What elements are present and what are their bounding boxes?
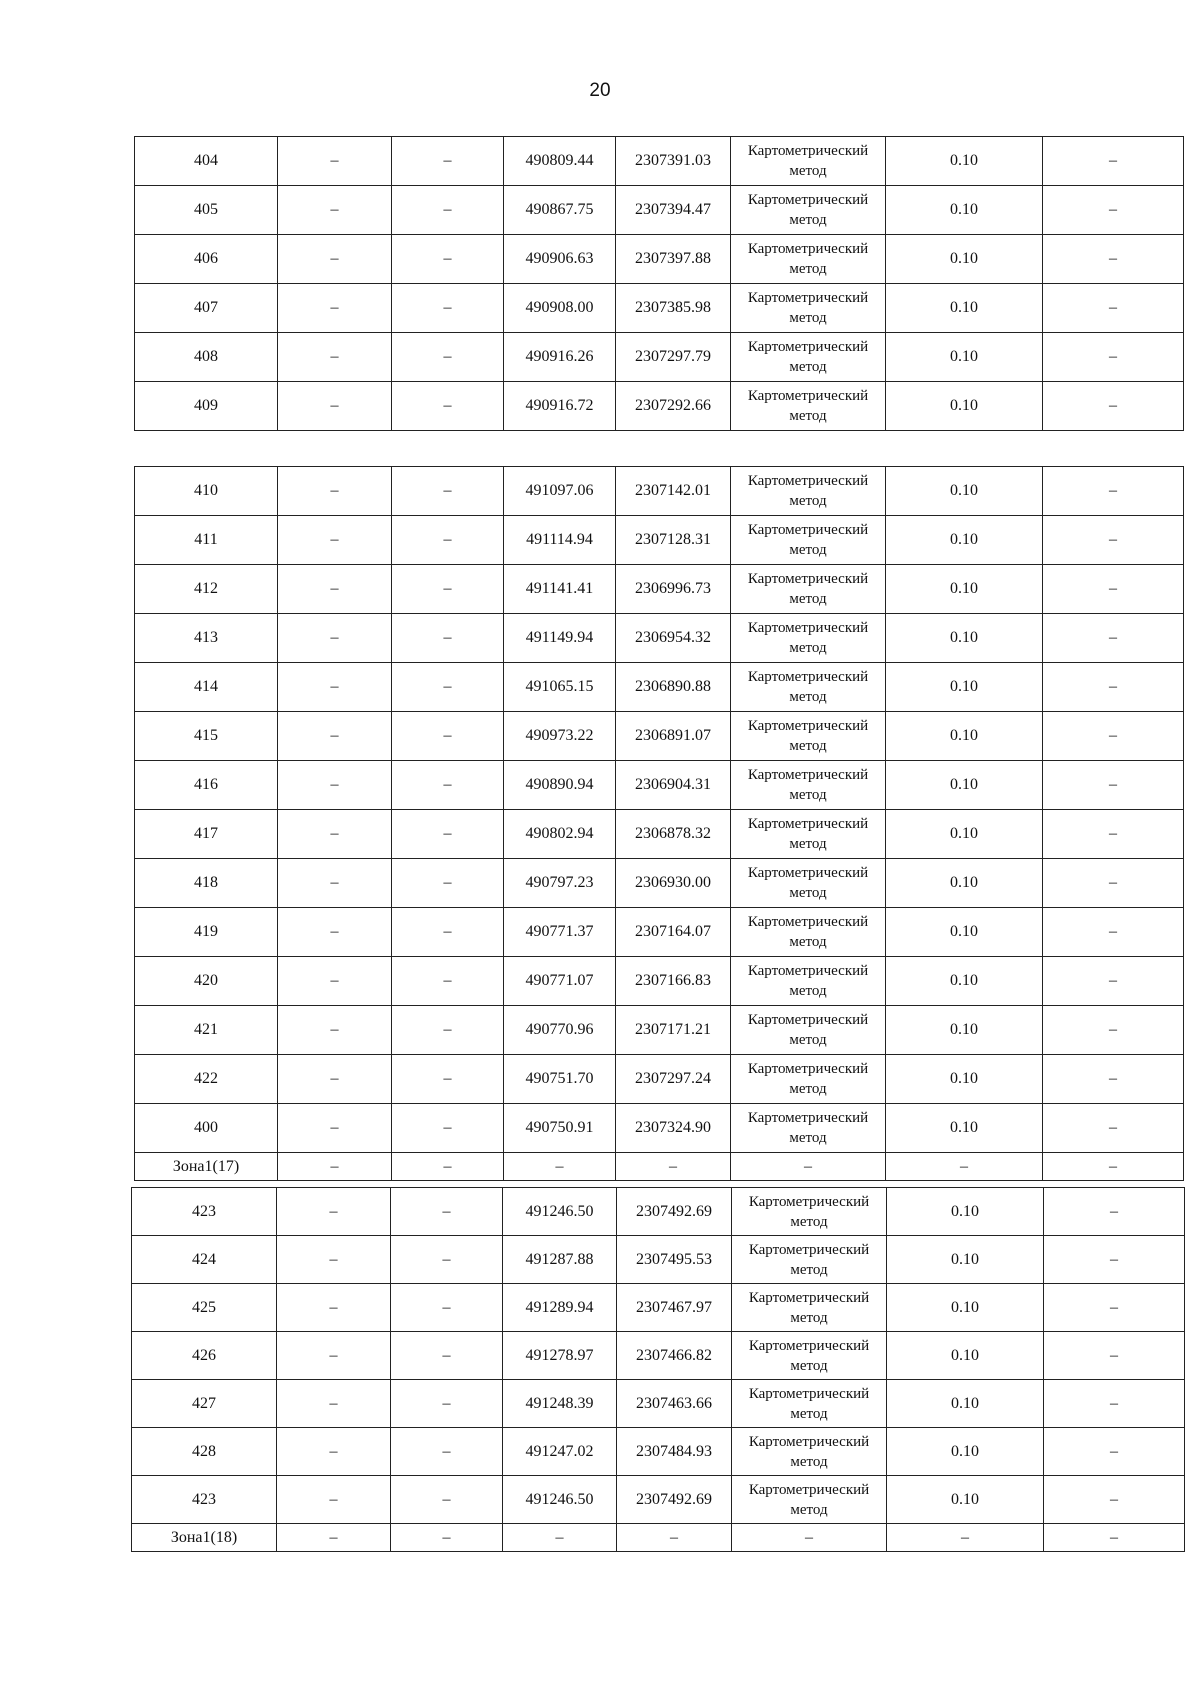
x-coordinate-cell: 490908.00 (504, 284, 616, 333)
empty-cell: – (278, 1006, 392, 1055)
empty-cell: – (392, 235, 504, 284)
y-coordinate-cell: 2307466.82 (617, 1332, 732, 1380)
empty-cell: – (391, 1524, 503, 1552)
method-cell: Картометрический метод (731, 712, 886, 761)
x-coordinate-cell: 491097.06 (504, 467, 616, 516)
method-cell: Картометрический метод (732, 1284, 887, 1332)
table-row (135, 382, 1184, 431)
empty-cell: – (278, 908, 392, 957)
point-number-cell: 407 (135, 284, 278, 333)
empty-cell: – (278, 663, 392, 712)
empty-cell: – (1043, 663, 1184, 712)
y-coordinate-cell: 2307391.03 (616, 137, 731, 186)
y-coordinate-cell: 2307463.66 (617, 1380, 732, 1428)
method-cell: Картометрический метод (731, 467, 886, 516)
x-coordinate-cell: 490890.94 (504, 761, 616, 810)
coordinates-table-1 (134, 136, 1184, 431)
table-row (135, 186, 1184, 235)
point-number-cell: 413 (135, 614, 278, 663)
table-row (135, 516, 1184, 565)
empty-cell: – (278, 1104, 392, 1153)
empty-cell: – (1043, 333, 1184, 382)
page-number: 20 (589, 80, 611, 101)
x-coordinate-cell: 491065.15 (504, 663, 616, 712)
point-number-cell: 405 (135, 186, 278, 235)
point-number-cell: 425 (132, 1284, 277, 1332)
empty-cell: – (1043, 908, 1184, 957)
empty-cell: – (278, 810, 392, 859)
precision-cell: 0.10 (887, 1428, 1044, 1476)
y-coordinate-cell: 2307484.93 (617, 1428, 732, 1476)
empty-cell: – (392, 1104, 504, 1153)
precision-cell: 0.10 (886, 516, 1043, 565)
precision-cell: 0.10 (887, 1188, 1044, 1236)
point-number-cell: 406 (135, 235, 278, 284)
empty-cell: – (278, 614, 392, 663)
empty-cell: – (1043, 957, 1184, 1006)
precision-cell: 0.10 (886, 908, 1043, 957)
empty-cell: – (278, 333, 392, 382)
empty-cell: – (392, 137, 504, 186)
point-number-cell: 412 (135, 565, 278, 614)
point-number-cell: 418 (135, 859, 278, 908)
empty-cell: – (392, 712, 504, 761)
table-row (135, 908, 1184, 957)
empty-cell: – (1043, 1104, 1184, 1153)
point-number-cell: 415 (135, 712, 278, 761)
x-coordinate-cell: 491247.02 (503, 1428, 617, 1476)
y-coordinate-cell: 2307492.69 (617, 1476, 732, 1524)
empty-cell: – (392, 1153, 504, 1181)
method-cell: Картометрический метод (731, 382, 886, 431)
method-cell: Картометрический метод (731, 908, 886, 957)
empty-cell: – (392, 957, 504, 1006)
empty-cell: – (392, 908, 504, 957)
table-row (135, 333, 1184, 382)
x-coordinate-cell: 490771.37 (504, 908, 616, 957)
empty-cell: – (278, 516, 392, 565)
table-row (132, 1236, 1185, 1284)
precision-cell: 0.10 (886, 761, 1043, 810)
zone-row (132, 1524, 1185, 1552)
table-row (135, 859, 1184, 908)
point-number-cell: 423 (132, 1188, 277, 1236)
precision-cell: 0.10 (886, 1104, 1043, 1153)
empty-cell: – (886, 1153, 1043, 1181)
y-coordinate-cell: 2307467.97 (617, 1284, 732, 1332)
empty-cell: – (1044, 1524, 1185, 1552)
empty-cell: – (391, 1188, 503, 1236)
x-coordinate-cell: 490973.22 (504, 712, 616, 761)
x-coordinate-cell: 491246.50 (503, 1476, 617, 1524)
table-row (132, 1380, 1185, 1428)
x-coordinate-cell: 491289.94 (503, 1284, 617, 1332)
y-coordinate-cell: 2307297.79 (616, 333, 731, 382)
table-row (135, 284, 1184, 333)
method-cell: Картометрический метод (732, 1428, 887, 1476)
point-number-cell: 423 (132, 1476, 277, 1524)
empty-cell: – (392, 1006, 504, 1055)
precision-cell: 0.10 (886, 859, 1043, 908)
y-coordinate-cell: 2307292.66 (616, 382, 731, 431)
empty-cell: – (1044, 1332, 1185, 1380)
y-coordinate-cell: 2307166.83 (616, 957, 731, 1006)
y-coordinate-cell: 2307394.47 (616, 186, 731, 235)
method-cell: Картометрический метод (731, 614, 886, 663)
empty-cell: – (392, 859, 504, 908)
x-coordinate-cell: 491287.88 (503, 1236, 617, 1284)
precision-cell: 0.10 (886, 565, 1043, 614)
method-cell: Картометрический метод (731, 663, 886, 712)
empty-cell: – (887, 1524, 1044, 1552)
point-number-cell: 417 (135, 810, 278, 859)
empty-cell: – (391, 1332, 503, 1380)
method-cell: Картометрический метод (731, 516, 886, 565)
empty-cell: – (392, 761, 504, 810)
x-coordinate-cell: 491278.97 (503, 1332, 617, 1380)
empty-cell: – (392, 1055, 504, 1104)
table-row (132, 1332, 1185, 1380)
precision-cell: 0.10 (887, 1332, 1044, 1380)
table-row (135, 1006, 1184, 1055)
empty-cell: – (1043, 137, 1184, 186)
empty-cell: – (392, 565, 504, 614)
point-number-cell: 416 (135, 761, 278, 810)
y-coordinate-cell: 2306904.31 (616, 761, 731, 810)
empty-cell: – (277, 1380, 391, 1428)
empty-cell: – (278, 761, 392, 810)
table-row (132, 1188, 1185, 1236)
zone-label-cell: Зона1(17) (135, 1153, 278, 1181)
empty-cell: – (731, 1153, 886, 1181)
empty-cell: – (278, 235, 392, 284)
empty-cell: – (1043, 1055, 1184, 1104)
point-number-cell: 408 (135, 333, 278, 382)
empty-cell: – (392, 663, 504, 712)
empty-cell: – (1043, 235, 1184, 284)
table-row (132, 1476, 1185, 1524)
coordinates-table-3 (131, 1187, 1185, 1552)
empty-cell: – (278, 186, 392, 235)
table-row (135, 467, 1184, 516)
precision-cell: 0.10 (886, 663, 1043, 712)
empty-cell: – (1044, 1188, 1185, 1236)
empty-cell: – (278, 712, 392, 761)
empty-cell: – (278, 565, 392, 614)
y-coordinate-cell: 2306891.07 (616, 712, 731, 761)
empty-cell: – (732, 1524, 887, 1552)
empty-cell: – (277, 1188, 391, 1236)
empty-cell: – (1043, 186, 1184, 235)
precision-cell: 0.10 (886, 235, 1043, 284)
precision-cell: 0.10 (887, 1284, 1044, 1332)
empty-cell: – (1044, 1476, 1185, 1524)
point-number-cell: 428 (132, 1428, 277, 1476)
empty-cell: – (277, 1236, 391, 1284)
method-cell: Картометрический метод (732, 1332, 887, 1380)
point-number-cell: 404 (135, 137, 278, 186)
y-coordinate-cell: 2307142.01 (616, 467, 731, 516)
y-coordinate-cell: 2307495.53 (617, 1236, 732, 1284)
precision-cell: 0.10 (886, 333, 1043, 382)
method-cell: Картометрический метод (731, 761, 886, 810)
method-cell: Картометрический метод (732, 1236, 887, 1284)
precision-cell: 0.10 (886, 186, 1043, 235)
empty-cell: – (1043, 382, 1184, 431)
y-coordinate-cell: 2307297.24 (616, 1055, 731, 1104)
precision-cell: 0.10 (887, 1476, 1044, 1524)
empty-cell: – (278, 957, 392, 1006)
empty-cell: – (392, 516, 504, 565)
point-number-cell: 424 (132, 1236, 277, 1284)
empty-cell: – (1043, 859, 1184, 908)
method-cell: Картометрический метод (731, 1104, 886, 1153)
x-coordinate-cell: 490771.07 (504, 957, 616, 1006)
point-number-cell: 420 (135, 957, 278, 1006)
empty-cell: – (1044, 1236, 1185, 1284)
method-cell: Картометрический метод (731, 957, 886, 1006)
method-cell: Картометрический метод (731, 859, 886, 908)
point-number-cell: 400 (135, 1104, 278, 1153)
empty-cell: – (392, 614, 504, 663)
empty-cell: – (277, 1428, 391, 1476)
method-cell: Картометрический метод (731, 186, 886, 235)
y-coordinate-cell: 2306954.32 (616, 614, 731, 663)
empty-cell: – (277, 1284, 391, 1332)
table-row (135, 663, 1184, 712)
empty-cell: – (277, 1332, 391, 1380)
method-cell: Картометрический метод (732, 1188, 887, 1236)
x-coordinate-cell: 491248.39 (503, 1380, 617, 1428)
precision-cell: 0.10 (886, 137, 1043, 186)
y-coordinate-cell: 2307397.88 (616, 235, 731, 284)
precision-cell: 0.10 (886, 467, 1043, 516)
y-coordinate-cell: 2307171.21 (616, 1006, 731, 1055)
empty-cell: – (278, 284, 392, 333)
precision-cell: 0.10 (886, 1055, 1043, 1104)
y-coordinate-cell: 2306890.88 (616, 663, 731, 712)
empty-cell: – (1043, 712, 1184, 761)
y-coordinate-cell: 2306878.32 (616, 810, 731, 859)
method-cell: Картометрический метод (732, 1476, 887, 1524)
x-coordinate-cell: 491246.50 (503, 1188, 617, 1236)
empty-cell: – (1043, 284, 1184, 333)
method-cell: Картометрический метод (732, 1380, 887, 1428)
empty-cell: – (1043, 565, 1184, 614)
method-cell: Картометрический метод (731, 1006, 886, 1055)
table-row (135, 761, 1184, 810)
y-coordinate-cell: 2307492.69 (617, 1188, 732, 1236)
x-coordinate-cell: 491141.41 (504, 565, 616, 614)
empty-cell: – (617, 1524, 732, 1552)
method-cell: Картометрический метод (731, 810, 886, 859)
empty-cell: – (391, 1236, 503, 1284)
x-coordinate-cell: 491114.94 (504, 516, 616, 565)
empty-cell: – (1043, 1006, 1184, 1055)
empty-cell: – (392, 382, 504, 431)
y-coordinate-cell: 2307385.98 (616, 284, 731, 333)
x-coordinate-cell: 490770.96 (504, 1006, 616, 1055)
x-coordinate-cell: 490750.91 (504, 1104, 616, 1153)
empty-cell: – (616, 1153, 731, 1181)
empty-cell: – (1043, 614, 1184, 663)
precision-cell: 0.10 (886, 712, 1043, 761)
y-coordinate-cell: 2306930.00 (616, 859, 731, 908)
x-coordinate-cell: 490916.26 (504, 333, 616, 382)
point-number-cell: 427 (132, 1380, 277, 1428)
y-coordinate-cell: 2307324.90 (616, 1104, 731, 1153)
point-number-cell: 414 (135, 663, 278, 712)
empty-cell: – (278, 382, 392, 431)
empty-cell: – (392, 467, 504, 516)
coordinates-table-2 (134, 466, 1184, 1181)
precision-cell: 0.10 (886, 957, 1043, 1006)
x-coordinate-cell: 490906.63 (504, 235, 616, 284)
x-coordinate-cell: 490797.23 (504, 859, 616, 908)
y-coordinate-cell: 2306996.73 (616, 565, 731, 614)
table-row (132, 1428, 1185, 1476)
x-coordinate-cell: 490916.72 (504, 382, 616, 431)
empty-cell: – (391, 1380, 503, 1428)
table-row (135, 137, 1184, 186)
table-row (135, 565, 1184, 614)
table-row (135, 1055, 1184, 1104)
empty-cell: – (1044, 1428, 1185, 1476)
point-number-cell: 411 (135, 516, 278, 565)
empty-cell: – (278, 137, 392, 186)
empty-cell: – (392, 810, 504, 859)
empty-cell: – (1043, 1153, 1184, 1181)
point-number-cell: 426 (132, 1332, 277, 1380)
zone-label-cell: Зона1(18) (132, 1524, 277, 1552)
point-number-cell: 422 (135, 1055, 278, 1104)
table-row (132, 1284, 1185, 1332)
empty-cell: – (277, 1476, 391, 1524)
precision-cell: 0.10 (886, 284, 1043, 333)
empty-cell: – (1044, 1284, 1185, 1332)
precision-cell: 0.10 (886, 382, 1043, 431)
table-row (135, 235, 1184, 284)
point-number-cell: 409 (135, 382, 278, 431)
empty-cell: – (1044, 1380, 1185, 1428)
point-number-cell: 419 (135, 908, 278, 957)
table-row (135, 957, 1184, 1006)
point-number-cell: 410 (135, 467, 278, 516)
method-cell: Картометрический метод (731, 284, 886, 333)
method-cell: Картометрический метод (731, 333, 886, 382)
method-cell: Картометрический метод (731, 235, 886, 284)
table-row (135, 712, 1184, 761)
x-coordinate-cell: 491149.94 (504, 614, 616, 663)
empty-cell: – (1043, 516, 1184, 565)
precision-cell: 0.10 (886, 810, 1043, 859)
point-number-cell: 421 (135, 1006, 278, 1055)
y-coordinate-cell: 2307128.31 (616, 516, 731, 565)
table-row (135, 614, 1184, 663)
empty-cell: – (391, 1284, 503, 1332)
empty-cell: – (1043, 761, 1184, 810)
empty-cell: – (503, 1524, 617, 1552)
method-cell: Картометрический метод (731, 1055, 886, 1104)
empty-cell: – (391, 1476, 503, 1524)
empty-cell: – (278, 1153, 392, 1181)
precision-cell: 0.10 (886, 1006, 1043, 1055)
method-cell: Картометрический метод (731, 565, 886, 614)
empty-cell: – (1043, 467, 1184, 516)
table-row (135, 810, 1184, 859)
empty-cell: – (1043, 810, 1184, 859)
precision-cell: 0.10 (887, 1236, 1044, 1284)
empty-cell: – (278, 859, 392, 908)
x-coordinate-cell: 490809.44 (504, 137, 616, 186)
precision-cell: 0.10 (886, 614, 1043, 663)
x-coordinate-cell: 490751.70 (504, 1055, 616, 1104)
empty-cell: – (392, 333, 504, 382)
precision-cell: 0.10 (887, 1380, 1044, 1428)
empty-cell: – (277, 1524, 391, 1552)
zone-row (135, 1153, 1184, 1181)
empty-cell: – (392, 284, 504, 333)
table-row (135, 1104, 1184, 1153)
method-cell: Картометрический метод (731, 137, 886, 186)
x-coordinate-cell: 490867.75 (504, 186, 616, 235)
empty-cell: – (278, 1055, 392, 1104)
empty-cell: – (278, 467, 392, 516)
empty-cell: – (504, 1153, 616, 1181)
empty-cell: – (392, 186, 504, 235)
x-coordinate-cell: 490802.94 (504, 810, 616, 859)
y-coordinate-cell: 2307164.07 (616, 908, 731, 957)
empty-cell: – (391, 1428, 503, 1476)
